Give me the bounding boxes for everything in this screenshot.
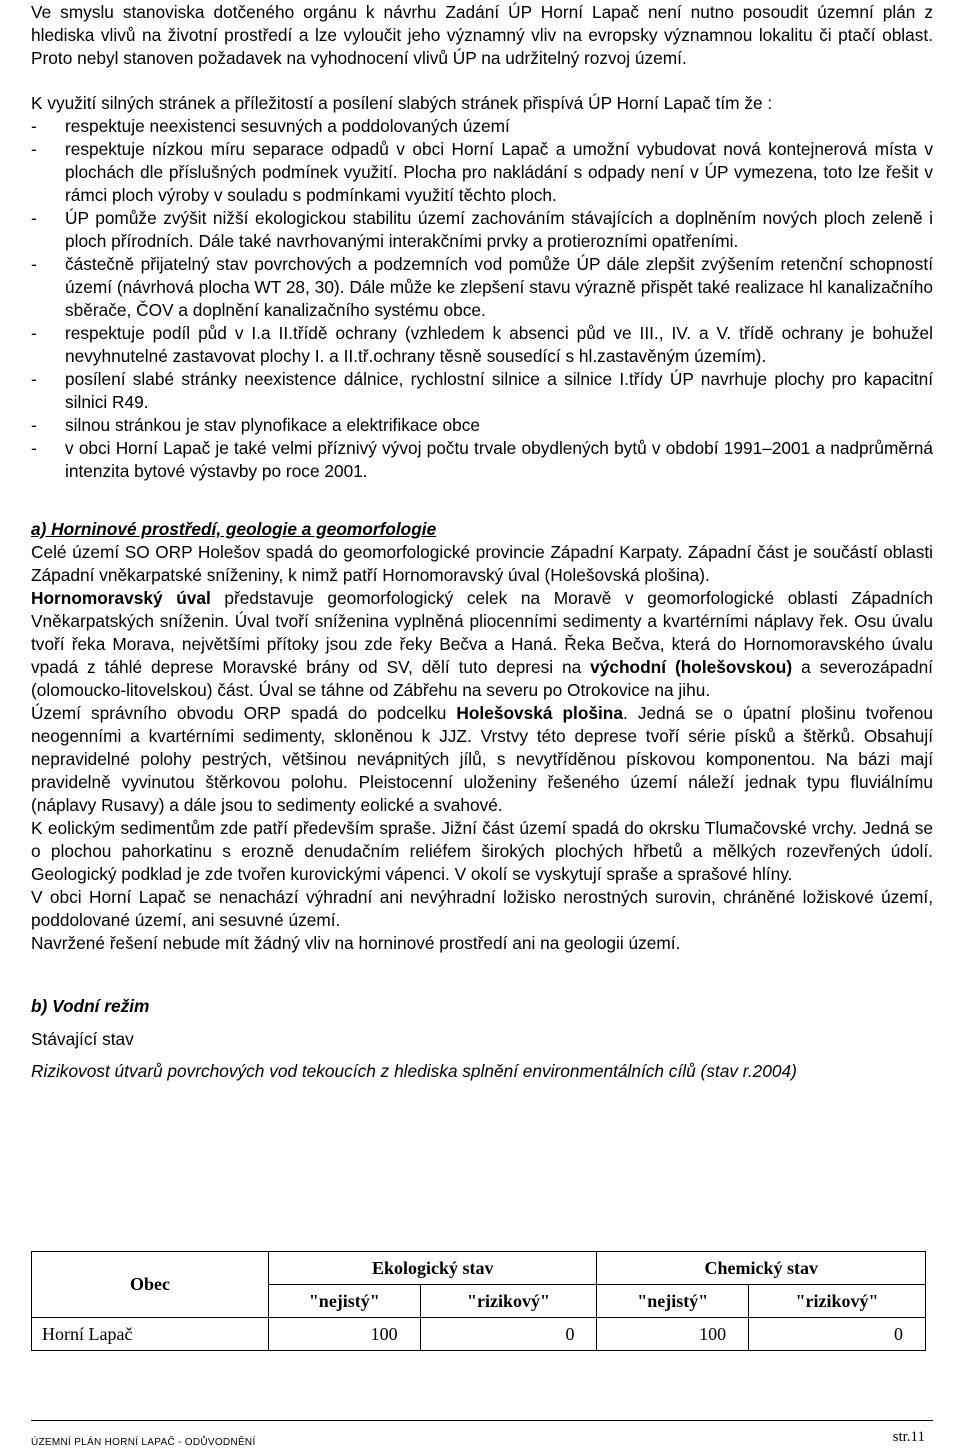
- lead-sentence: K využití silných stránek a příležitostí a posílení slabých stránek přispívá ÚP Horní Lapač tím že :: [31, 93, 773, 113]
- table-row: [32, 1318, 926, 1351]
- list-item: - respektuje podíl půd v I.a II.třídě ochrany (vzhledem k absenci půd ve III., IV. a V. třídě ochrany je bohužel nevyhnutelné zastavovat plochy I. a II.tř.ochrany těsně sousedící s hl.zastavěným územím).: [31, 322, 933, 368]
- subheader-cell: "nejistý": [269, 1285, 421, 1318]
- table-cell: 0: [420, 1318, 597, 1351]
- header-ecological-state: Ekologický stav: [269, 1252, 597, 1285]
- table-cell: 0: [749, 1318, 926, 1351]
- header-chemical-state: Chemický stav: [597, 1252, 926, 1285]
- bold-term: Holešovská plošina: [456, 703, 623, 723]
- list-item: - posílení slabé stránky neexistence dálnice, rychlostní silnice a silnice I.třídy ÚP navrhuje plochy pro kapacitní silnici R49.: [31, 368, 933, 414]
- table-caption: Rizikovost útvarů povrchových vod tekoucích z hlediska splnění environmentálních cílů (stav r.2004): [31, 1061, 797, 1081]
- list-item: - v obci Horní Lapač je také velmi příznivý vývoj počtu trvale obydlených bytů v období 1991–2001 a nadprůměrná intenzita bytové výstavby po roce 2001.: [31, 437, 933, 483]
- document-page: [31, 0, 934, 1448]
- section-a-paragraph-5: V obci Horní Lapač se nenachází výhradní ani nevýhradní ložisko nerostných surovin, chráněné ložiskové území, poddolované území, ani sesuvné území.: [31, 887, 933, 930]
- list-item: - silnou stránkou je stav plynofikace a elektrifikace obce: [31, 414, 933, 437]
- section-a-paragraph-3: [31, 702, 933, 817]
- subheader-cell: "rizikový": [420, 1285, 597, 1318]
- row-obec: Horní Lapač: [32, 1318, 269, 1351]
- bold-term: východní (holešovskou): [590, 657, 793, 677]
- list-item: - částečně přijatelný stav povrchových a podzemních vod pomůže ÚP dále zlepšit zvýšením retenční schopností území (návrhová plocha WT 28, 30). Dále může ke zlepšení stavu výrazně přispět také realizace hl kanalizačního sběrače, ČOV a doplnění kanalizačního systému obce.: [31, 253, 933, 322]
- bold-term: Hornomoravský úval: [31, 588, 211, 608]
- table-header-row: [32, 1252, 926, 1285]
- list-item: - respektuje nízkou míru separace odpadů v obci Horní Lapač a umožní vybudovat nová kontejnerová místa v plochách dle příslušných podmínek využití. Plocha pro nakládání s odpady není v ÚP vymezena, toto lze řešit v rámci ploch výroby v souladu s podmínkami využití těchto ploch.: [31, 138, 933, 207]
- footer-title: ÚZEMNÍ PLÁN HORNÍ LAPAČ - ODŮVODNĚNÍ: [31, 1437, 256, 1448]
- section-a-paragraph-4: K eolickým sedimentům zde patří především spraše. Jižní část území spadá do okrsku Tlumačovské vrchy. Jedná se o plochou pahorkatinu s erozně denudačním reliéfem širokých plochých hřbetů a mělkých rozevřených údolí. Geologický podklad je zde tvořen kurovickými vápenci. V okolí se vyskytují spraše a sprašové hlíny.: [31, 818, 933, 884]
- section-a-heading: a) Horninové prostředí, geologie a geomorfologie: [31, 519, 437, 539]
- section-b-heading: b) Vodní režim: [31, 996, 150, 1016]
- page-footer: [31, 1420, 933, 1448]
- section-a-paragraph-6: Navržené řešení nebude mít žádný vliv na horninové prostředí ani na geologii území.: [31, 933, 681, 953]
- section-b-subheading: Stávající stav: [31, 1029, 134, 1049]
- subheader-cell: "rizikový": [749, 1285, 926, 1318]
- subheader-cell: "nejistý": [597, 1285, 749, 1318]
- measures-list: [31, 115, 933, 483]
- text-run: a severozápadní (olomoucko-litovelskou) část. Úval se táhne od Zábřehu na severu po Otrokovice na jihu.: [31, 657, 933, 700]
- header-obec: Obec: [32, 1252, 269, 1318]
- page-number: str.11: [892, 1429, 925, 1445]
- section-a-paragraph-1: Celé území SO ORP Holešov spadá do geomorfologické provincie Západní Karpaty. Západní část je součástí oblasti Západní vněkarpatské sníženiny, k nimž patří Hornomoravský úval (Holešovská plošina).: [31, 542, 933, 585]
- table-cell: 100: [597, 1318, 749, 1351]
- text-run: . Jedná se o úpatní plošinu tvořenou neogenními a kvartérními sedimenty, skloněnou k JJZ. Vrstvy této deprese tvoří série písků a štěrků. Obsahují nepravidelné polohy pestrých, většinou nevápnitých jílů, s nevytříděnou pískovou komponentou. Na bázi mají pravidelně vyvinutou štěrkovou polohu. Pleistocenní uloženiny řešeného území náleží jednak typu fluviálnímu (náplavy Rusavy) a dále jsou to sedimenty eolické a svahové.: [31, 703, 934, 815]
- intro-paragraph: Ve smyslu stanoviska dotčeného orgánu k návrhu Zadání ÚP Horní Lapač není nutno posoudit územní plán z hlediska vlivů na životní prostředí a lze vyloučit jeho významný vliv na evropsky významnou lokalitu či ptačí oblast. Proto nebyl stanoven požadavek na vyhodnocení vlivů ÚP na udržitelný rozvoj území.: [31, 2, 933, 68]
- text-run: Území správního obvodu ORP spadá do podcelku: [31, 703, 457, 723]
- text-run: představuje geomorfologický celek na Moravě v geomorfologické oblasti Západních Vněkarpatských sníženin. Úval tvoří sníženina vyplněná pliocenními sedimenty a kvartérními náplavy řek. Osu úvalu tvoří řeka Morava, největšími přítoky jsou zde řeky Bečva a Haná. Řeka Bečva, která do Hornomoravského úvalu vpadá z táhlé deprese Moravské brány od SV, dělí tuto depresi na: [31, 588, 933, 677]
- table-cell: 100: [269, 1318, 421, 1351]
- water-risk-table: [31, 1251, 926, 1351]
- list-item: - respektuje neexistenci sesuvných a poddolovaných území: [31, 115, 933, 138]
- section-a-paragraph-2: [31, 587, 933, 702]
- list-item: - ÚP pomůže zvýšit nižší ekologickou stabilitu území zachováním stávajících a doplněním nových ploch zeleně i ploch přírodních. Dále také navrhovanými interakčními prvky a protierozními opatřeními.: [31, 207, 933, 253]
